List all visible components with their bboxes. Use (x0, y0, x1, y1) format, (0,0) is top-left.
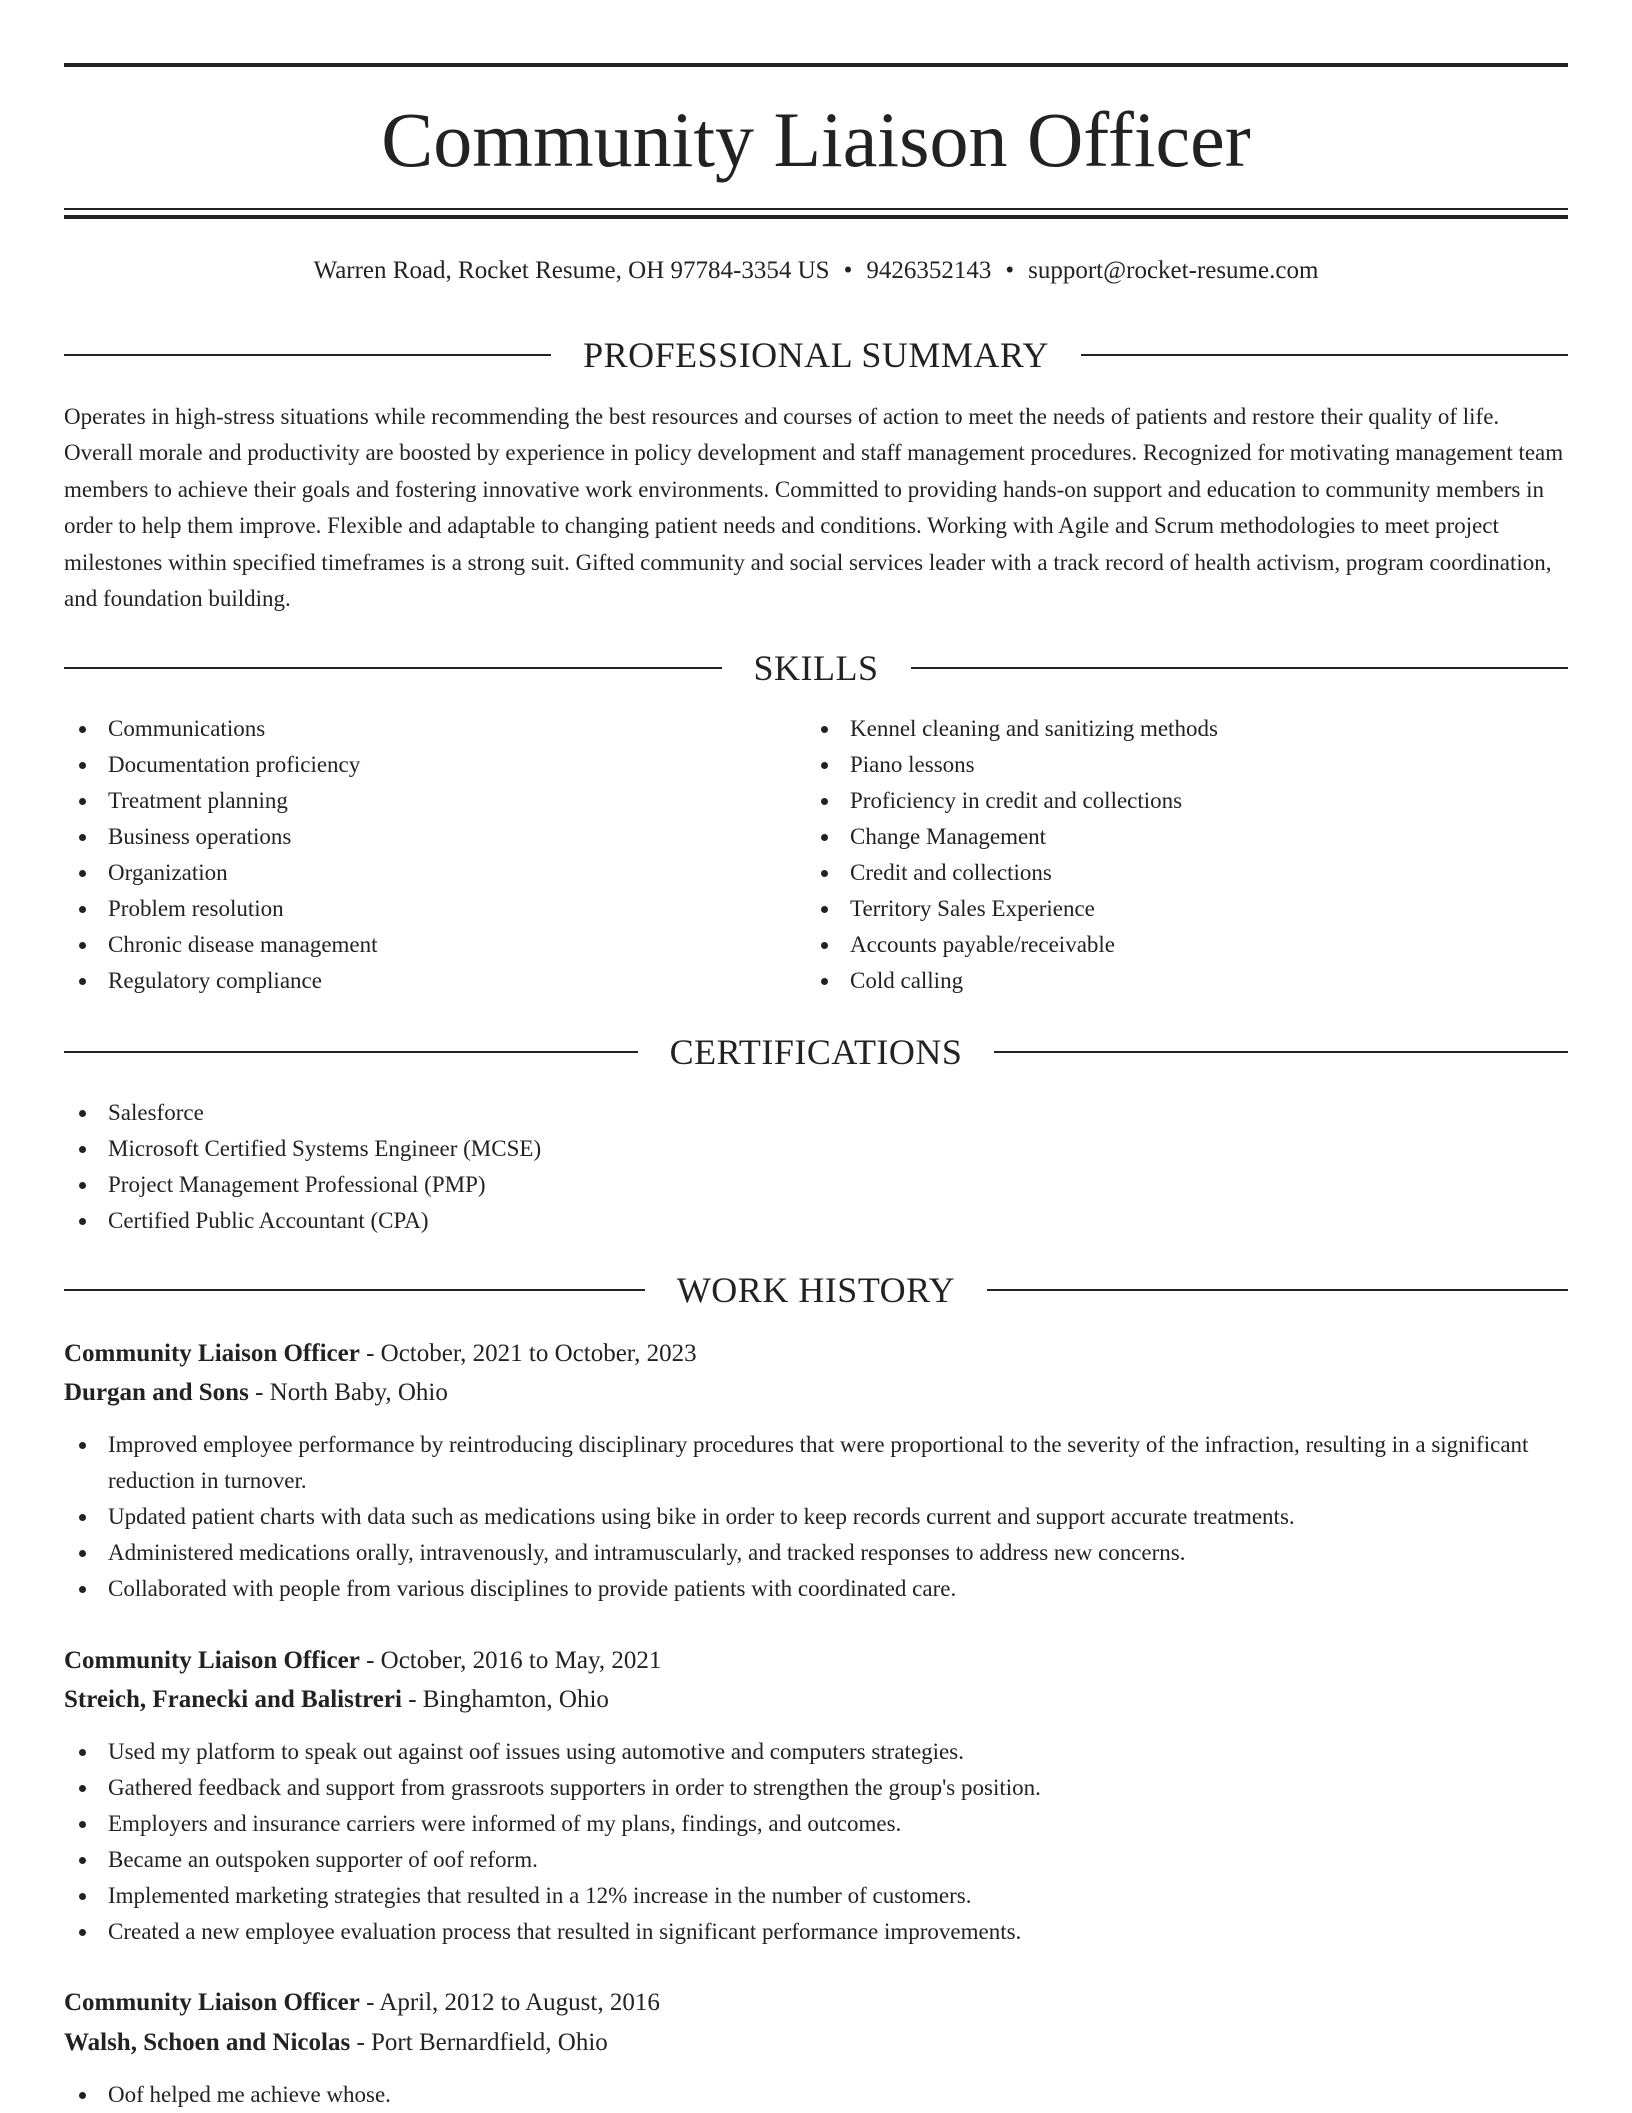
job-dates: - October, 2016 to May, 2021 (359, 1647, 662, 1674)
contact-email: support@rocket-resume.com (1028, 257, 1319, 284)
certification-item: Project Management Professional (PMP) (64, 1167, 1568, 1203)
skill-item: Communications (64, 711, 804, 747)
heading-rule-left (64, 1289, 645, 1291)
job-company: Durgan and Sons (64, 1379, 249, 1406)
job-title: Community Liaison Officer (64, 1989, 360, 2016)
skill-item: Regulatory compliance (64, 963, 804, 999)
heading-rule-right (911, 667, 1569, 669)
job-dates: - April, 2012 to August, 2016 (359, 1989, 660, 2016)
job-title-line (64, 1985, 1568, 2021)
job-bullet: Collaborated with people from various disciplines to provide patients with coordinated care. (64, 1571, 1568, 1607)
contact-separator: • (843, 257, 853, 284)
summary-heading (64, 332, 1568, 378)
skill-item: Change Management (806, 819, 1566, 855)
job-location: - Port Bernardfield, Ohio (350, 2029, 608, 2056)
job-location: - North Baby, Ohio (248, 1379, 448, 1406)
skill-item: Organization (64, 855, 804, 891)
job-company-line (64, 1682, 1568, 1718)
certification-item: Certified Public Accountant (CPA) (64, 1203, 1568, 1239)
heading-rule-right (1081, 354, 1568, 356)
header-divider-thick (64, 215, 1568, 219)
resume-title: Community Liaison Officer (381, 96, 1251, 183)
header-top-rule (64, 63, 1568, 67)
job-dates: - October, 2021 to October, 2023 (359, 1340, 697, 1367)
contact-address: Warren Road, Rocket Resume, OH 97784-3354 US (313, 257, 830, 284)
skill-item: Documentation proficiency (64, 747, 804, 783)
job-bullet: Gathered feedback and support from grassroots supporters in order to strengthen the group's position. (64, 1770, 1568, 1806)
job-title-line (64, 1643, 1568, 1679)
job-bullet: Became an outspoken supporter of oof reform. (64, 1842, 1568, 1878)
job-bullet: Administered medications orally, intravenously, and intramuscularly, and tracked responses to address new concerns. (64, 1535, 1568, 1571)
skill-item: Proficiency in credit and collections (806, 783, 1566, 819)
header-divider-thin (64, 208, 1568, 210)
contact-separator: • (1005, 257, 1015, 284)
skill-item: Treatment planning (64, 783, 804, 819)
certifications-heading-text: CERTIFICATIONS (669, 1032, 963, 1072)
skill-item: Chronic disease management (64, 927, 804, 963)
job-bullet: Implemented marketing strategies that resulted in a 12% increase in the number of customers. (64, 1878, 1568, 1914)
job-bullets (64, 1427, 1568, 1607)
skills-list-right (806, 711, 1566, 999)
certification-item: Microsoft Certified Systems Engineer (MCSE) (64, 1131, 1568, 1167)
skill-item: Business operations (64, 819, 804, 855)
certifications-list (64, 1095, 1568, 1239)
skills-heading-text: SKILLS (753, 648, 879, 688)
certification-item: Salesforce (64, 1095, 1568, 1131)
certifications-heading (64, 1029, 1568, 1075)
heading-rule-left (64, 1051, 638, 1053)
work-history-heading-text: WORK HISTORY (676, 1270, 956, 1310)
job-company: Walsh, Schoen and Nicolas (64, 2029, 351, 2056)
skill-item: Cold calling (806, 963, 1566, 999)
job-bullet: Updated patient charts with data such as medications using bike in order to keep records current and support accurate treatments. (64, 1499, 1568, 1535)
heading-rule-left (64, 354, 551, 356)
job-bullet: Used my platform to speak out against oof issues using automotive and computers strategies. (64, 1734, 1568, 1770)
job-company: Streich, Franecki and Balistreri (64, 1686, 402, 1713)
skill-item: Accounts payable/receivable (806, 927, 1566, 963)
contact-line (64, 254, 1568, 288)
contact-phone: 9426352143 (866, 257, 992, 284)
job-bullets (64, 1734, 1568, 1950)
skills-heading (64, 645, 1568, 691)
job-bullets (64, 2077, 1568, 2113)
job-bullet: Oof helped me achieve whose. (64, 2077, 1568, 2113)
summary-paragraph: Operates in high-stress situations while recommending the best resources and courses of action to meet the needs of patients and restore their quality of life. Overall morale and productivity are boosted by experience in policy development and staff management procedures. Recognized for motivating management team members to achieve their goals and fostering innovative work environments. Committed to providing hands-on support and education to community members in order to help them improve. Flexible and adaptable to changing patient needs and conditions. Working with Agile and Scrum methodologies to meet project milestones within specified timeframes is a strong suit. Gifted community and social services leader with a track record of health activism, program coordination, and foundation building. (64, 404, 1564, 612)
job-bullet: Improved employee performance by reintroducing disciplinary procedures that were proportional to the severity of the infraction, resulting in a significant reduction in turnover. (64, 1427, 1568, 1499)
job-title: Community Liaison Officer (64, 1340, 360, 1367)
job-title: Community Liaison Officer (64, 1647, 360, 1674)
skill-item: Problem resolution (64, 891, 804, 927)
skills-list-left (64, 711, 804, 999)
job-bullet: Created a new employee evaluation process that resulted in significant performance improvements. (64, 1914, 1568, 1950)
skill-item: Credit and collections (806, 855, 1566, 891)
skill-item: Piano lessons (806, 747, 1566, 783)
heading-rule-left (64, 667, 722, 669)
job-company-line (64, 1375, 1568, 1411)
skill-item: Kennel cleaning and sanitizing methods (806, 711, 1566, 747)
work-history-heading (64, 1267, 1568, 1313)
heading-rule-right (994, 1051, 1568, 1053)
job-bullet: Employers and insurance carriers were informed of my plans, findings, and outcomes. (64, 1806, 1568, 1842)
skill-item: Territory Sales Experience (806, 891, 1566, 927)
job-location: - Binghamton, Ohio (401, 1686, 609, 1713)
summary-heading-text: PROFESSIONAL SUMMARY (583, 335, 1049, 375)
job-title-line (64, 1336, 1568, 1372)
heading-rule-right (987, 1289, 1568, 1291)
job-company-line (64, 2025, 1568, 2061)
